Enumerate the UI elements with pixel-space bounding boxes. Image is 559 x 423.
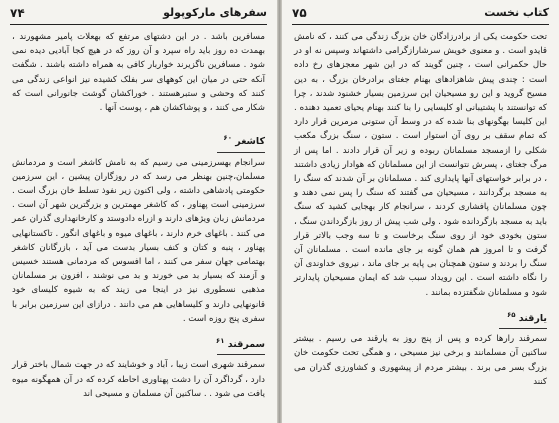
left-section1-paragraph: سرانجام بهسرزمینی می رسیم که به نامش کاشغر است و مردمانش مسلمان،چنین بهنظر می رسد که در روزگاران پیشین ، این سرزمین حکومتی پادشاهی داشته ، ولی اکنون زیر نفوذ تسلط خان بزرگ است . سرزمینی است پهناور ، که کاشغر مهمترین و بزرگترین شهر آن است . مردمانش زبان ویژهای دارند و ازراه دادوستد و کارخانهداری گذران عمر می کنند . باغهای خرم دارند ، باغهای میوه و باغهای انگور . تاکستانهایی پهناور ، پنبه و کتان و کنف بسیار بدست می آید ، بازرگانان کاشغر بهتمامی جهان سفر می کنند ، اما افسوس که مردمانی هستند خسیس و آزمند که بسیار بد می خورند و بد می نوشند ، افزون بر مسلمانان مذهبی نسطوری نیز در اینجا می زیند که به شیوه کلیسای خود قانونهایی دارند و کلیساهایی هم می دانند . درازای این سرزمین برابر با سفری پنج روزه است . (12, 157, 265, 324)
section-title: کاشغر (235, 136, 265, 148)
left-page-header (10, 6, 267, 22)
right-running-title: کتاب نخست (484, 6, 549, 19)
right-page (282, 0, 559, 423)
left-section-heading-kashgar (217, 131, 265, 152)
section-number: ۶۰ (223, 134, 232, 143)
section-number: ۶۱ (215, 337, 225, 346)
left-section2-paragraph: سمرقند شهری است زیبا ، آباد و خوشایند که در جهت شمال باختر قرار دارد ، گرداگرد آن را دشت پهناوری احاطه کرده که در آن همهگونه میوه یافت می شود . . ساکنین آن مسلمان و مسیحی اند (12, 360, 265, 399)
right-page-number: ۷۵ (292, 6, 307, 20)
right-page-header (292, 6, 549, 22)
section-title: سمرقند (227, 339, 265, 351)
left-running-title: سفرهای مارکوپولو (163, 6, 267, 19)
right-section-heading-yarkand (499, 308, 547, 329)
right-page-body (294, 30, 547, 389)
left-page-number: ۷۴ (10, 6, 25, 20)
right-paragraph-top: تحت حکومت یکی از برادرزادگان خان بزرگ زندگی می کنند ، که نامش قایدو است . و معنوی خویش سرشارازگرامی داشتهاند وسپس نه او در حال حکمرانی است ، چنین گویند که در این شهر معجزهای رخ داده است : چندی پیش شاهزادهای بهنام جغتای برادرخان بزرگ ، به دین مسیح گروید و این رو مسیحیان این سرزمین بسیار خشنود شدند ، چرا که توانستند با پشتیبانی او کلیسایی را بنا کنند بهنام یحیای تعمید دهنده . این کلیسا بهگونهای بنا شده که در وسط آن ستونی مرمرین قرار دارد که تمام سقف بر روی آن استوار است . ستون ، سنگ بزرگ مکعب شکلی را ازمسجد مسلمانان ربوده و زیر آن قرار دادند . اما پس از مرگ جغتای ، پسرش نتوانست از این مسلمانان که هوادار زیادی داشتند ، در برابر خواستهای آنها پایداری کند . مسلمانان بر آن شدند که سنگ را به مسجد برگردانند ، مسیحیان می گفتند که سنگ را پس نمی دهند و چون مسلمانان پافشاری کردند ، سرانجام کار بهجایی کشید که سنگ باید به مسجد بازگردانده شود . ولی شب پیش از روز بازگرداندن سنگ ، ستون بخودی خود از روی سنگ برخاست و تا سه وجب بالاتر قرار گرفت و تا امروز هم همان گونه بر جای مانده است . مسلمانان آن سنگ را بردند و ستون همچنان بی پایه بر جای ماند ، نیروی خداوندی آن را نگاه داشته است . این رویداد سبب شد که ایمان مسیحیان پایدارتر شود و مسلمانان شگفتزده بمانند . (294, 32, 547, 298)
left-section-heading-samarkand (217, 334, 265, 355)
left-page (0, 0, 277, 423)
right-header-rule (292, 24, 549, 25)
left-header-rule (10, 24, 267, 25)
right-section1-paragraph: سمرقند رارها کرده و پس از پنج روز به یارقند می رسیم . بیشتر ساکنین آن مسلمانند و برخی نیز مسیحی ، و همگی تحت حکومت خان بزرگ بسر می برند . بیشتر مردم از پیشهوری و کشاورزی گذران می کنند (294, 334, 547, 387)
left-paragraph-top: مسافرین باشد . در این دشتهای مرتفع که بهعلات پامیر مشهورند ، بهمدت ده روز باید راه سپرد و آن روز که در هیچ کجا آبادیی دیده نمی شود . مسافرین ناگزیرند خواربار کافی به همراه داشته باشند . شگفت آنکه حتی در میان این کوههای سر بفلک کشیده نیز انواعی زندگی می کنند که وحشی و ستبرهستند . خوراکشان گوشت جانورانی است که شکار می کنند ، و پوشاکشان هم ، پوست آنها . (12, 32, 265, 114)
section-title: یارقند (518, 313, 547, 325)
left-page-body (12, 30, 265, 401)
section-number: ۶۵ (506, 310, 516, 319)
